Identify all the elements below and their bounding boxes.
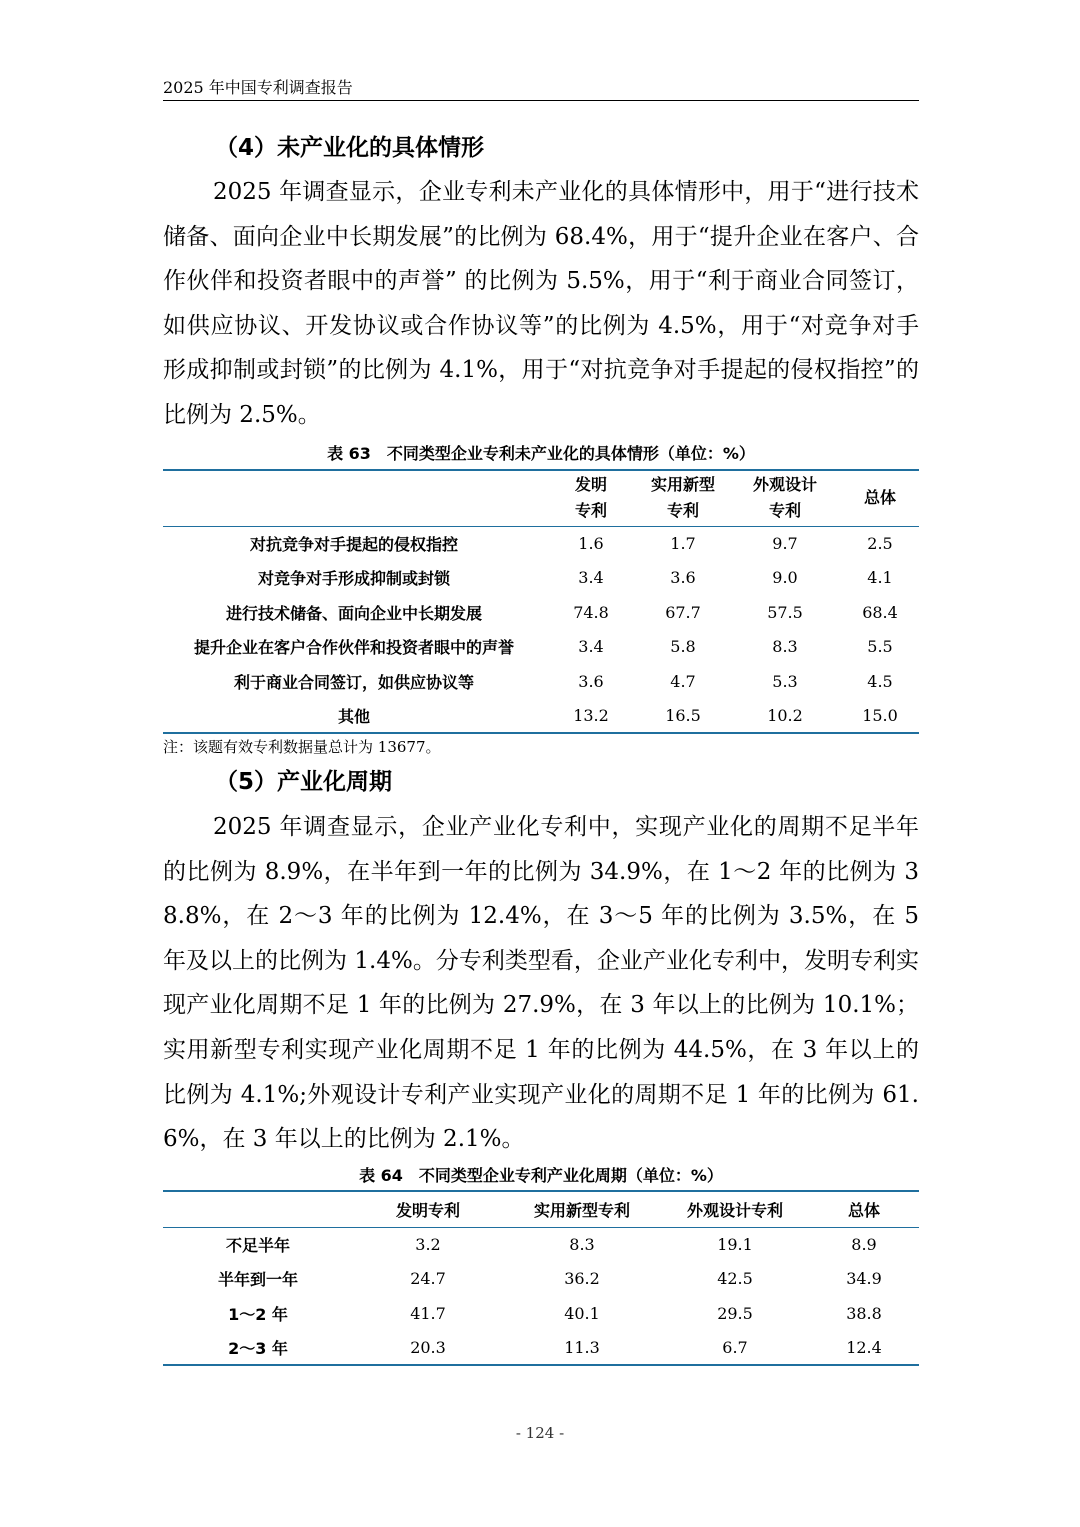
cell-value: 11.3: [564, 1337, 600, 1357]
header-col-overall: 总体: [847, 1200, 880, 1220]
header-col-design: 外观设计专利: [686, 1200, 783, 1220]
header-col-invention: 发明专利: [395, 1200, 460, 1220]
cell-value: 8.3: [772, 637, 798, 657]
row-label: 对竞争对手形成抑制或封锁: [257, 569, 450, 589]
cell-value: 29.5: [717, 1303, 753, 1323]
section-5-paragraph: 2025 年调查显示，企业产业化专利中，实现产业化的周期不足半年的比例为 8.9%，在半年到一年的比例为 34.9%，在 1～2 年的比例为 38.8%，在 2～3 年的比例为 12.4%，在 3～5 年的比例为 3.5%，在 5 年及以上的比例为 1.4%。分专利类型看，企业产业化专利中，发明专利实现产业化周期不足 1 年的比例为 27.9%，在 3 年以上的比例为 10.1%；实用新型专利实现产业化周期不足 1 年的比例为 44.5%，在 3 年以上的比例为 4.1%;外观设计专利产业实现产业化的周期不足 1 年的比例为 61.6%，在 3 年以上的比例为 2.1%。: [163, 814, 919, 1153]
cell-value: 3.6: [670, 568, 696, 588]
header-col-design: [729, 470, 841, 526]
table-row: [163, 699, 919, 734]
cell-value: 36.2: [564, 1269, 600, 1289]
table-row: [163, 561, 919, 596]
header-blank-cell: [163, 470, 545, 526]
cell-value: 5.5: [867, 637, 893, 657]
table-64: [163, 1190, 919, 1366]
header-col-utility: 实用新型专利: [533, 1200, 630, 1220]
header-line: 外观设计: [752, 475, 817, 495]
cell-value: 3.6: [578, 671, 604, 691]
page-number: - 124 -: [515, 1424, 565, 1442]
table-row: [163, 1227, 919, 1262]
header-line: 总体: [863, 488, 896, 508]
cell-value: 12.4: [846, 1337, 882, 1357]
header-line: 发明: [574, 475, 607, 495]
cell-value: 15.0: [862, 705, 898, 725]
cell-value: 3.2: [415, 1235, 441, 1254]
cell-value: 4.5: [867, 671, 893, 691]
section-4-heading: （4）未产业化的具体情形: [215, 135, 485, 161]
table-row: [163, 526, 919, 561]
cell-value: 9.7: [772, 534, 798, 553]
row-label: 不足半年: [225, 1236, 290, 1255]
header-line: 专利: [768, 501, 801, 521]
row-label: 其他: [337, 706, 370, 726]
running-header: 2025 年中国专利调查报告: [163, 78, 919, 101]
table-row: [163, 630, 919, 665]
row-label: 半年到一年: [217, 1270, 298, 1290]
table-63-caption: 表 63 不同类型企业专利未产业化的具体情形（单位：%）: [327, 444, 755, 463]
cell-value: 24.7: [410, 1269, 446, 1289]
cell-value: 41.7: [410, 1303, 446, 1323]
cell-value: 20.3: [410, 1337, 446, 1357]
header-line: 实用新型: [650, 475, 715, 495]
cell-value: 8.9: [851, 1235, 877, 1254]
row-label: 利于商业合同签订，如供应协议等: [233, 672, 474, 692]
row-label: 对抗竞争对手提起的侵权指控: [249, 535, 458, 554]
header-col-overall: [841, 470, 919, 526]
header-line: 专利: [666, 501, 699, 521]
table-64-caption: 表 64 不同类型企业专利产业化周期（单位：%）: [359, 1166, 723, 1185]
table-row: [163, 1262, 919, 1297]
cell-value: 42.5: [717, 1269, 753, 1289]
cell-value: 5.8: [670, 637, 696, 657]
table-row: [163, 664, 919, 699]
cell-value: 57.5: [767, 602, 803, 622]
cell-value: 8.3: [569, 1235, 595, 1254]
cell-value: 1.6: [578, 534, 604, 553]
cell-value: 34.9: [846, 1269, 882, 1289]
section-5-heading: （5）产业化周期: [215, 769, 393, 795]
table-row: [163, 595, 919, 630]
cell-value: 68.4: [862, 602, 898, 622]
cell-value: 3.4: [578, 568, 604, 588]
table-row: [163, 1296, 919, 1331]
cell-value: 19.1: [717, 1235, 753, 1254]
table-63-note: 注：该题有效专利数据量总计为 13677。: [163, 738, 441, 756]
cell-value: 9.0: [772, 568, 798, 588]
cell-value: 4.1: [867, 568, 893, 588]
cell-value: 74.8: [573, 602, 609, 622]
row-label: 2～3 年: [228, 1338, 288, 1358]
cell-value: 67.7: [665, 602, 701, 622]
header-line: 专利: [574, 501, 607, 521]
row-label: 进行技术储备、面向企业中长期发展: [225, 603, 482, 623]
row-label: 1～2 年: [228, 1304, 288, 1324]
cell-value: 2.5: [867, 534, 893, 553]
table-header-row: [163, 1191, 919, 1227]
table-row: [163, 1331, 919, 1366]
cell-value: 4.7: [670, 671, 696, 691]
row-label: 提升企业在客户合作伙伴和投资者眼中的声誉: [193, 638, 514, 658]
table-header-row: [163, 470, 919, 526]
cell-value: 3.4: [578, 637, 604, 657]
cell-value: 6.7: [722, 1337, 748, 1357]
table-63: [163, 469, 919, 734]
cell-value: 10.2: [767, 705, 803, 725]
header-col-invention: [545, 470, 637, 526]
cell-value: 5.3: [772, 671, 798, 691]
header-col-utility: [637, 470, 729, 526]
cell-value: 13.2: [573, 705, 609, 725]
section-4-paragraph: 2025 年调查显示，企业专利未产业化的具体情形中，用于“进行技术储备、面向企业中长期发展”的比例为 68.4%，用于“提升企业在客户、合作伙伴和投资者眼中的声誉” 的比例为 5.5%，用于“利于商业合同签订，如供应协议、开发协议或合作协议等”的比例为 4.5%，用于“对竞争对手形成抑制或封锁”的比例为 4.1%，用于“对抗竞争对手提起的侵权指控”的比例为 2.5%。: [163, 179, 919, 428]
cell-value: 40.1: [564, 1303, 600, 1323]
header-blank-cell: [163, 1191, 353, 1227]
cell-value: 1.7: [670, 534, 696, 553]
cell-value: 38.8: [846, 1303, 882, 1323]
cell-value: 16.5: [665, 705, 701, 725]
